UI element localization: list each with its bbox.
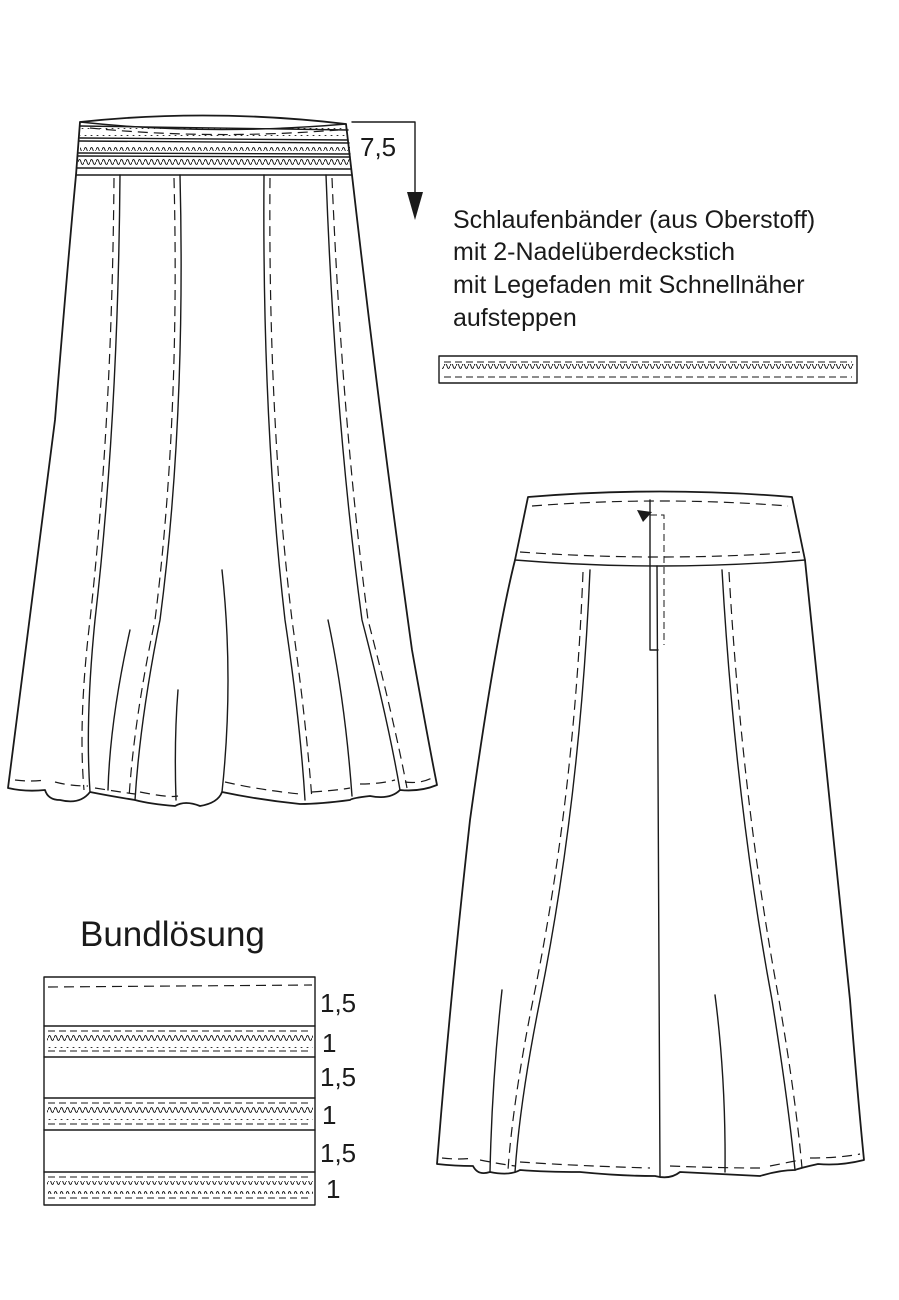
- waistband-detail: [44, 915, 356, 1205]
- dimension-label: 7,5: [360, 132, 397, 162]
- note-line-2: mit 2-Nadelüberdeckstich: [453, 238, 736, 266]
- back-seam-2: [722, 570, 795, 1170]
- measure-2: 1: [322, 1028, 337, 1058]
- measure-6: 1: [326, 1174, 341, 1204]
- front-skirt-outline: [8, 115, 437, 806]
- measure-4: 1: [322, 1100, 337, 1130]
- loop-tape-note: [453, 206, 815, 332]
- back-hem-topstitch: [442, 1154, 860, 1168]
- back-skirt-drawing: [437, 492, 864, 1178]
- front-skirt-drawing: [8, 115, 437, 806]
- measure-5: 1,5: [320, 1138, 357, 1168]
- loop-tape-sample: [439, 356, 857, 383]
- note-line-1: Schlaufenbänder (aus Oberstoff): [453, 206, 816, 234]
- measure-3: 1,5: [320, 1062, 357, 1092]
- front-seam-1: [88, 175, 120, 792]
- front-band-stripe-3: [78, 158, 350, 166]
- dimension-marker: [352, 122, 423, 220]
- arrow-down-icon: [407, 192, 423, 220]
- note-line-4: aufsteppen: [453, 304, 577, 332]
- front-seam-3: [264, 175, 305, 800]
- waistband-title: Bundlösung: [80, 915, 265, 954]
- note-line-3: mit Legefaden mit Schnellnäher: [453, 271, 805, 299]
- front-band-stripe-2: [80, 143, 350, 151]
- band-stripe-3: [47, 1181, 313, 1194]
- band-stripe-2: [47, 1107, 313, 1120]
- front-seam-2: [135, 175, 181, 800]
- waistband-panel: [44, 977, 315, 1205]
- measure-1: 1,5: [320, 988, 357, 1018]
- band-stripe-1: [47, 1035, 313, 1048]
